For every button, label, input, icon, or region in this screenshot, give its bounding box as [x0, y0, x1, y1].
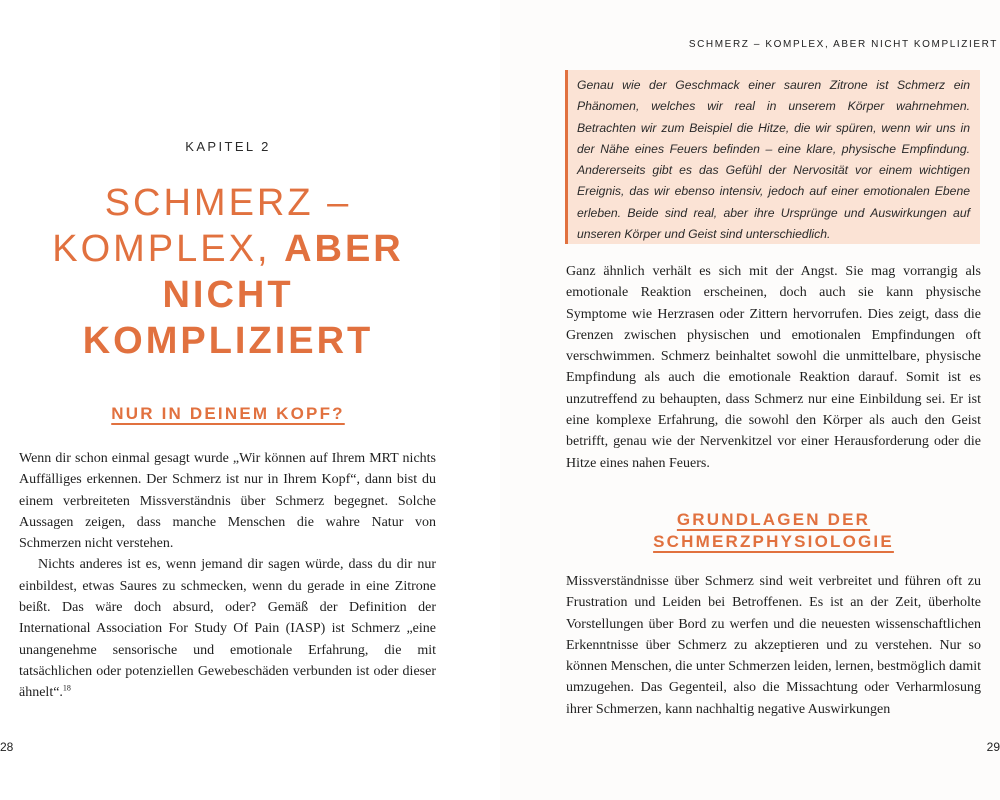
left-paragraph-2 — [19, 554, 436, 703]
section-heading-schmerzphysiologie: SCHMERZPHYSIOLOGIE — [653, 532, 894, 551]
section-heading-grundlagen: GRUNDLAGEN DER — [676, 510, 871, 529]
footnote-reference: 18 — [62, 683, 71, 693]
chapter-title-line-1: SCHMERZ – — [104, 182, 352, 224]
section-heading-right-line-2 — [566, 531, 981, 553]
chapter-label: KAPITEL 2 — [185, 139, 271, 154]
chapter-title-line-2-light: KOMPLEX, — [52, 228, 271, 270]
chapter-title — [0, 180, 456, 364]
page-number-right: 29 — [986, 740, 1000, 754]
section-heading-nur-in-deinem-kopf: NUR IN DEINEM KOPF? — [111, 404, 345, 423]
callout-box: Genau wie der Geschmack einer sauren Zitrone ist Schmerz ein Phänomen, welches wir real in unserem Körper wahrnehmen. Betrachten wir zum Beispiel die Hitze, die wir spüren, wenn wir uns in der Nähe eines Feuers befinden – eine klare, physische Empfindung. Andererseits gibt es das Gefühl der Nervosität vor einem wichtigen Ereignis, das wir ebenso intensiv, jedoch auf einer emotionalen Ebene erleben. Beide sind real, aber ihre Ursprünge und Auswirkungen auf unseren Körper und Geist sind unterschiedlich. — [565, 70, 980, 244]
page-number-left: 28 — [0, 740, 14, 754]
section-heading-left — [0, 403, 456, 425]
chapter-title-line-2 — [0, 226, 456, 272]
running-head: SCHMERZ – KOMPLEX, ABER NICHT KOMPLIZIERT — [688, 39, 998, 50]
chapter-title-line-2-bold: ABER — [284, 228, 404, 270]
chapter-title-line-4: KOMPLIZIERT — [82, 320, 374, 362]
left-paragraph-1: Wenn dir schon einmal gesagt wurde „Wir können auf Ihrem MRT nichts Auffälliges erkennen. Der Schmerz ist nur in Ihrem Kopf“, dann bist du einem verbreiteten Missverständnis über Schmerz begegnet. Solche Aussagen zeigen, dass manche Menschen die wahre Natur von Schmerzen nicht verstehen. — [19, 451, 436, 552]
section-heading-right — [566, 509, 981, 553]
right-paragraph-2: Missverständnisse über Schmerz sind weit verbreitet und führen oft zu Frustration und Leiden bei Betroffenen. Es ist an der Zeit, überholte Vorstellungen über Bord zu werfen und die neuesten wissenschaftlichen Erkenntnisse über Schmerz zu akzeptieren und zu verstehen. Nur so können Menschen, die unter Schmerzen leiden, lernen, bestmöglich damit umzugehen. Das Gegenteil, also die Missachtung oder Verharmlosung ihrer Schmerzen, kann nachhaltig negative Auswirkungen — [566, 574, 981, 717]
left-paragraph-2-text: Nichts anderes ist es, wenn jemand dir sagen würde, dass du dir nur einbildest, etwas Saures zu schmecken, wenn du gerade in eine Zitrone beißt. Das wäre doch absurd, oder? Gemäß der Definition der International Association For Study Of Pain (IASP) ist Schmerz „eine unangenehme sensorische und emotionale Erfahrung, die mit tatsächlichen oder potenziellen Gewebeschäden verbunden ist oder dieser ähnelt“. — [19, 557, 436, 701]
chapter-title-line-3: NICHT — [162, 274, 294, 316]
left-body-text — [19, 448, 436, 704]
right-paragraph-1: Ganz ähnlich verhält es sich mit der Angst. Sie mag vorrangig als emotionale Reaktion erscheinen, doch auch sie kann physische Symptome wie Herzrasen oder Zittern hervorrufen. Dies zeigt, dass die Grenzen zwischen physischen und emotionalen Empfindungen oft verschwimmen. Schmerz beinhaltet sowohl die unmittelbare, physische Empfindung als auch die emotionale Reaktion darauf. Somit ist es unzutreffend zu behaupten, dass Schmerz nur eine Einbildung sei. Er ist eine komplexe Erfahrung, die sowohl den Körper als auch den Geist betrifft, genau wie der Nervenkitzel vor einer Herausforderung oder die Hitze eines nahen Feuers. — [566, 264, 981, 471]
section-heading-right-line-1 — [566, 509, 981, 531]
